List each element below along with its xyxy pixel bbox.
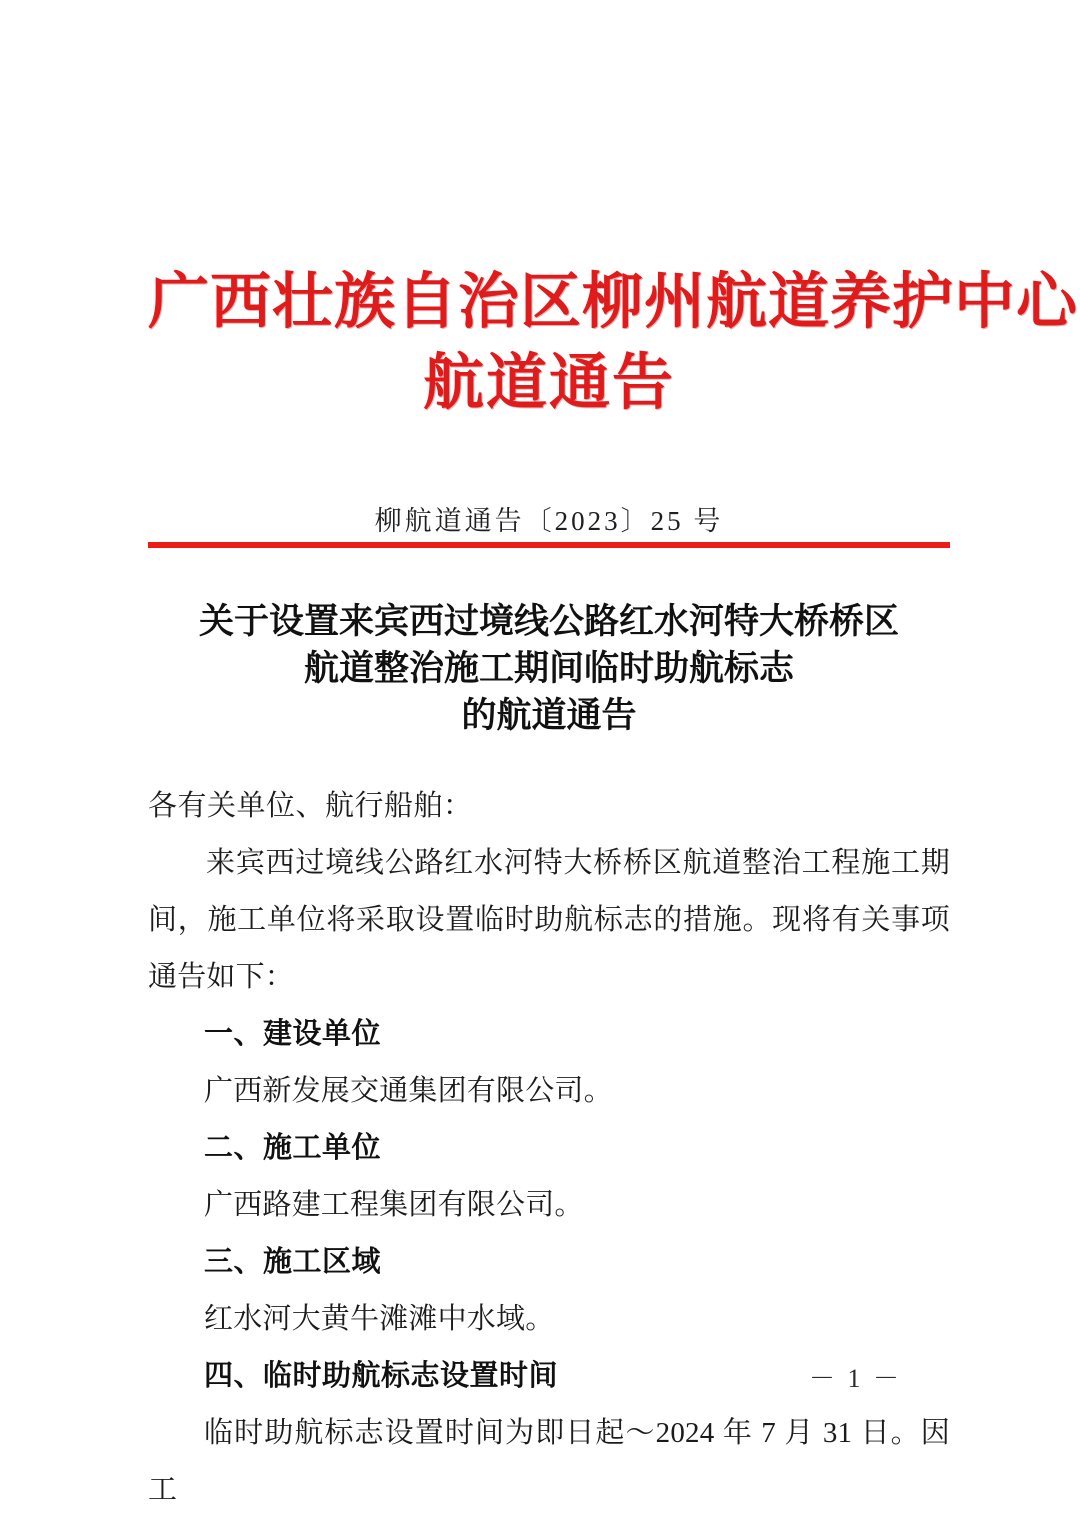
- masthead: [148, 262, 1079, 424]
- section-heading-2: 二、施工单位: [204, 1132, 382, 1164]
- document-title-line-3: 的航道通告: [461, 696, 637, 735]
- document-title-line-2: 航道整治施工期间临时助航标志: [303, 649, 794, 688]
- masthead-notice-type-line: 航道通告: [422, 350, 675, 417]
- red-separator-rule: [148, 542, 950, 548]
- masthead-organization-line: 广西壮族自治区柳州航道养护中心: [148, 269, 1079, 336]
- salutation: 各有关单位、航行船舶：: [148, 790, 473, 822]
- section-text-1: 广西新发展交通集团有限公司。: [204, 1075, 613, 1107]
- intro-paragraph: 来宾西过境线公路红水河特大桥桥区航道整治工程施工期间，施工单位将采取设置临时助航标志的措施。现将有关事项通告如下：: [148, 847, 950, 993]
- section-heading-3: 三、施工区域: [204, 1246, 382, 1278]
- section-text-3: 红水河大黄牛滩滩中水域。: [204, 1303, 555, 1335]
- document-number: 柳航道通告〔2023〕25 号: [374, 506, 724, 536]
- section-heading-1: 一、建设单位: [204, 1018, 382, 1050]
- page-number: － 1 －: [808, 1364, 902, 1393]
- document-title: [148, 598, 950, 739]
- section-heading-4: 四、临时助航标志设置时间: [204, 1360, 559, 1392]
- section-text-4: 临时助航标志设置时间为即日起～2024 年 7 月 31 日。因工: [148, 1417, 950, 1506]
- section-text-2: 广西路建工程集团有限公司。: [204, 1189, 584, 1221]
- document-title-line-1: 关于设置来宾西过境线公路红水河特大桥桥区: [198, 602, 899, 641]
- document-body: [148, 778, 950, 1519]
